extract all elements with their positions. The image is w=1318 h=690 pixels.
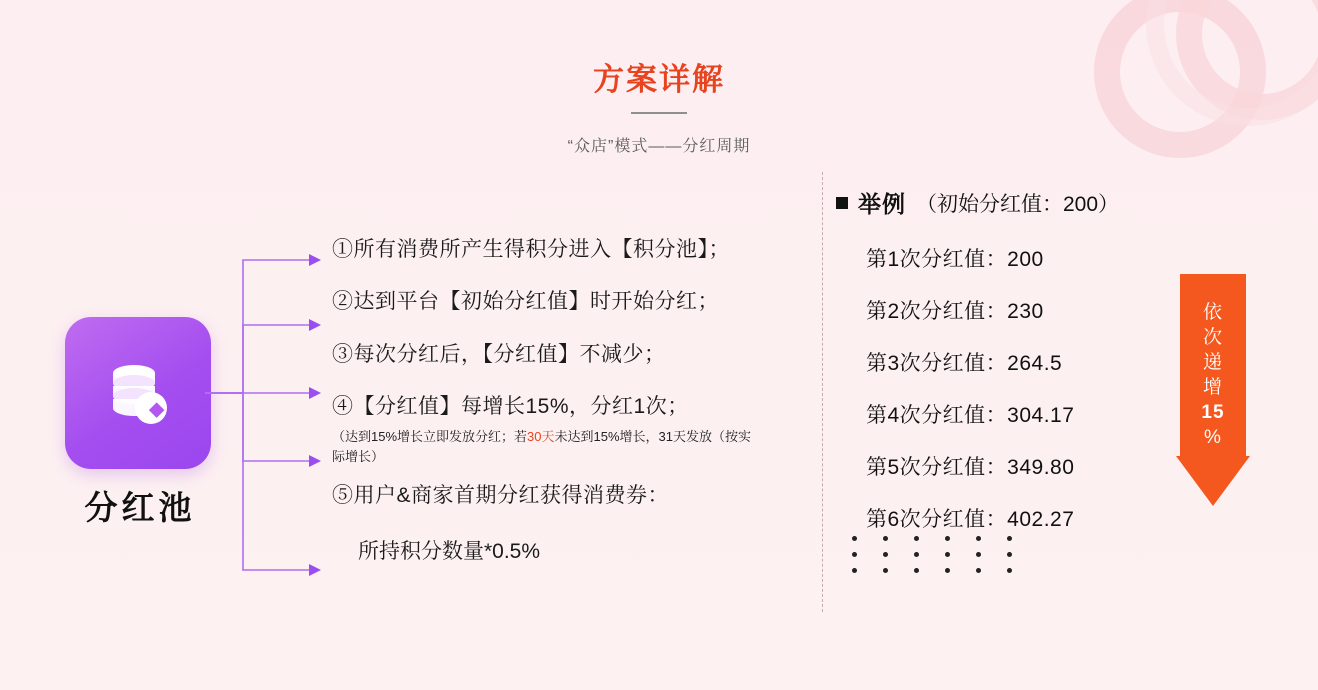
arrow-label-line: 依 xyxy=(1202,302,1223,323)
dot-icon xyxy=(1007,536,1012,541)
arrow-label-line: 次 xyxy=(1202,327,1223,349)
dot-icon xyxy=(1007,568,1012,573)
title-divider xyxy=(631,112,687,114)
dot-icon xyxy=(976,552,981,557)
dividend-pool-card xyxy=(65,317,211,469)
arrow-label-percent-sign: % xyxy=(1204,427,1222,449)
example-rows xyxy=(866,243,1074,555)
coin-stack-icon xyxy=(101,356,175,430)
ellipsis-column xyxy=(914,536,919,573)
table-row: 第2次分红值：230 xyxy=(866,300,1044,323)
arrow-label-line: 递 xyxy=(1202,352,1223,374)
dot-icon xyxy=(914,568,919,573)
table-row: 第4次分红值：304.17 xyxy=(866,404,1075,427)
table-row: 第6次分红值：402.27 xyxy=(866,508,1075,531)
dot-icon xyxy=(883,552,888,557)
dot-icon xyxy=(976,568,981,573)
list-item: ⑤用户&商家首期分红获得消费券： xyxy=(332,484,670,508)
example-initial-value: （初始分红值：200） xyxy=(916,192,1120,216)
vertical-divider xyxy=(822,172,823,612)
table-row: 第1次分红值：200 xyxy=(866,248,1044,271)
dot-icon xyxy=(914,552,919,557)
dot-icon xyxy=(1007,552,1012,557)
list-item: ①所有消费所产生得积分进入【积分池】； xyxy=(332,238,730,261)
list-item-sub: 所持积分数量*0.5% xyxy=(358,539,541,563)
list-item: ②达到平台【初始分红值】时开始分红； xyxy=(332,290,719,314)
ellipsis-column xyxy=(1007,536,1012,573)
square-bullet-icon xyxy=(836,197,848,209)
page-subtitle: “众店”模式——分红周期 xyxy=(567,138,751,155)
list-item: ④【分红值】每增长15%，分红1次； xyxy=(332,395,689,419)
arrow-label xyxy=(1176,300,1250,450)
example-title: 举例 xyxy=(858,191,906,217)
note-part-two: 未达到15%增长，31天发放（按实际增长） xyxy=(332,429,751,464)
ellipsis-column xyxy=(883,536,888,573)
example-heading xyxy=(836,186,1119,219)
dot-icon xyxy=(883,536,888,541)
ellipsis-column xyxy=(976,536,981,573)
arrow-label-line: 增 xyxy=(1202,377,1223,399)
note-highlight: 30天 xyxy=(527,429,555,445)
dot-icon xyxy=(852,536,857,541)
connector-lines xyxy=(205,230,335,600)
list-item: ③每次分红后，【分红值】不减少； xyxy=(332,342,666,366)
dot-icon xyxy=(852,568,857,573)
ellipsis-column xyxy=(852,536,857,573)
dot-icon xyxy=(883,568,888,573)
note-part-one: （达到15%增长立即发放分红；若 xyxy=(332,429,528,445)
dot-icon xyxy=(914,536,919,541)
dot-icon xyxy=(945,536,950,541)
points-list xyxy=(332,236,832,565)
dot-icon xyxy=(852,552,857,557)
dot-icon xyxy=(976,536,981,541)
dot-icon xyxy=(945,568,950,573)
arrow-label-percent: 15 xyxy=(1201,402,1225,424)
ellipsis-indicator xyxy=(852,536,1012,573)
page-title: 方案详解 xyxy=(593,62,725,97)
list-item-note xyxy=(332,427,752,466)
table-row: 第5次分红值：349.80 xyxy=(866,456,1075,479)
dot-icon xyxy=(945,552,950,557)
table-row: 第3次分红值：264.5 xyxy=(866,352,1063,375)
ellipsis-column xyxy=(945,536,950,573)
dividend-pool-label: 分红池 xyxy=(84,489,196,526)
